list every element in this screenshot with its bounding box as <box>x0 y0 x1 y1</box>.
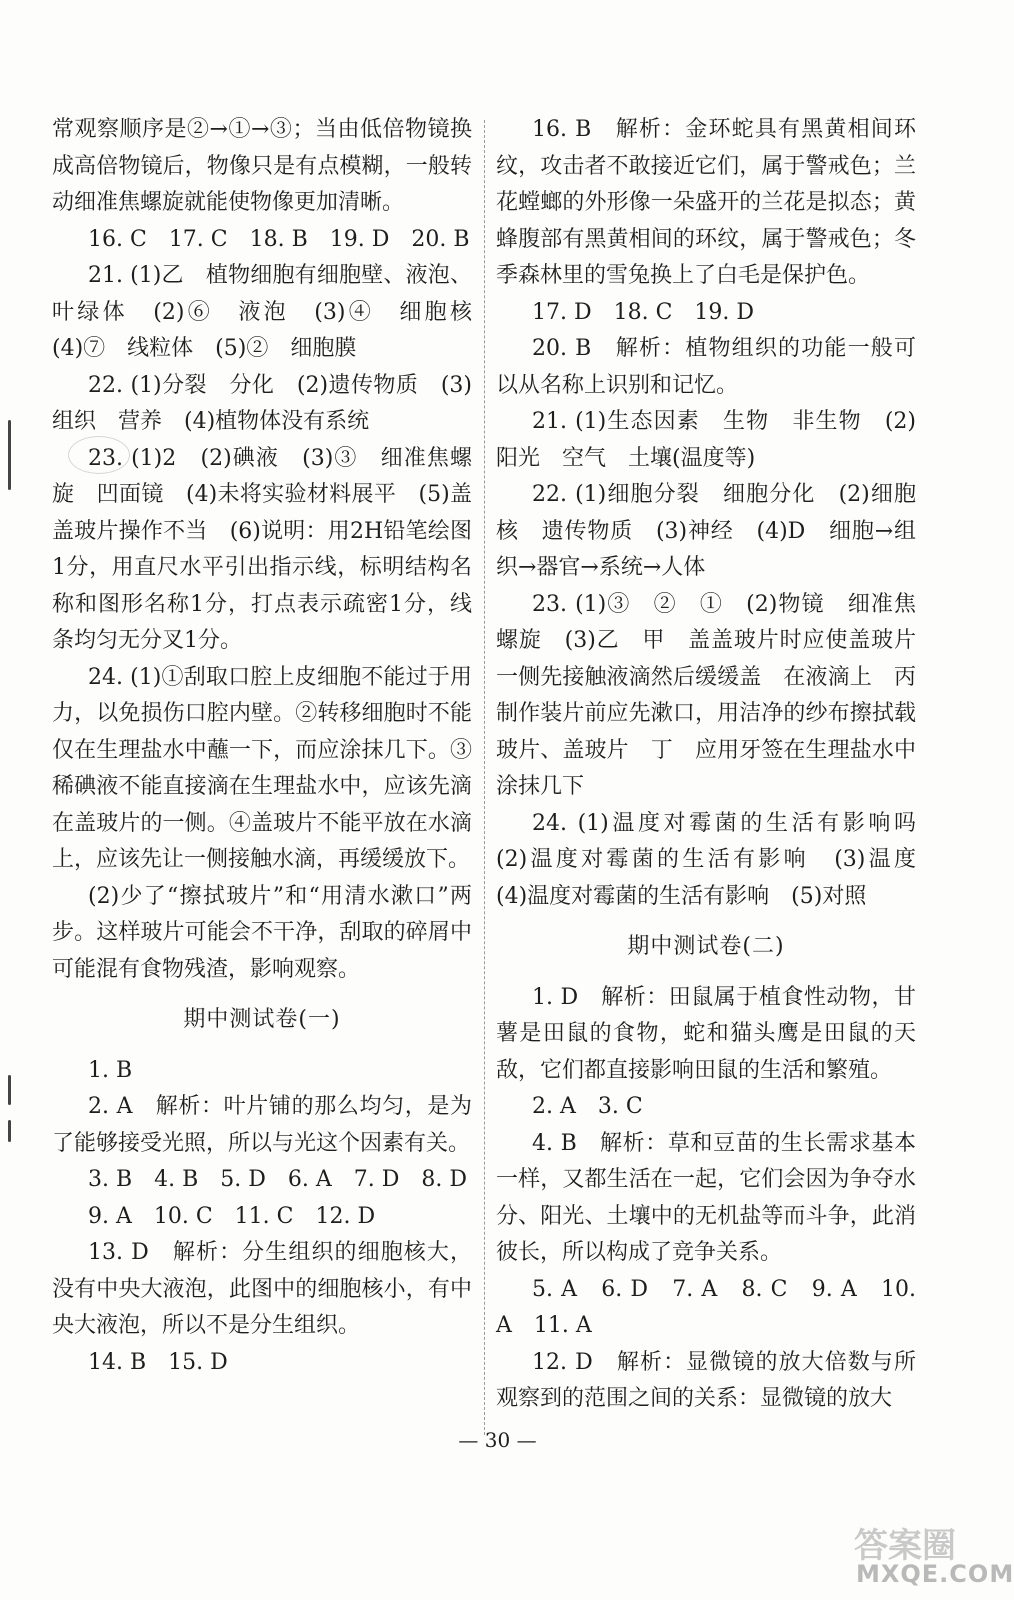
answer-paragraph: 1. D 解析：田鼠属于植食性动物，甘薯是田鼠的食物，蛇和猫头鹰是田鼠的天敌，它们都直接影响田鼠的生活和繁殖。 <box>496 984 916 1083</box>
answer-paragraph: 20. B 解析：植物组织的功能一般可以从名称上识别和记忆。 <box>496 336 916 398</box>
answer-paragraph: 2. A 3. C <box>532 1094 643 1119</box>
answer-paragraph: 4. B 解析：草和豆苗的生长需求基本一样，又都生活在一起，它们会因为争夺水分、阳光、土壤中的无机盐等而斗争，此消彼长，所以构成了竞争关系。 <box>496 1130 916 1265</box>
watermark-logo: 答案圈 <box>854 1526 956 1566</box>
answer-paragraph: 21. (1)生态因素 生物 非生物 (2)阳光 空气 土壤(温度等) <box>496 409 916 471</box>
answer-paragraph: 3. B 4. B 5. D 6. A 7. D 8. D <box>88 1167 468 1192</box>
answer-paragraph: 23. (1)2 (2)碘液 (3)③ 细准焦螺旋 凹面镜 (4)未将实验材料展平 (5)盖盖玻片操作不当 (6)说明：用2H铅笔绘图1分，用直尺水平引出指示线，标明结构名称和图形名称1分，打点表示疏密1分，线条均匀无分叉1分。 <box>52 445 472 653</box>
column-divider <box>484 120 485 1435</box>
answer-paragraph: 17. D 18. C 19. D <box>532 299 755 325</box>
binding-mark <box>8 420 11 490</box>
page-number: — 30 — <box>458 1428 537 1452</box>
answer-paragraph: 24. (1)①刮取口腔上皮细胞不能过于用力，以免损伤口腔内壁。②转移细胞时不能仅在生理盐水中蘸一下，而应涂抹几下。③稀碘液不能直接滴在生理盐水中，应该先滴在盖玻片的一侧。④盖玻片不能平放在水滴上，应该先让一侧接触水滴，再缓缓放下。 <box>52 664 472 872</box>
answer-paragraph: 13. D 解析：分生组织的细胞核大，没有中央大液泡，此图中的细胞核小，有中央大液泡，所以不是分生组织。 <box>52 1240 472 1338</box>
section-title: 期中测试卷(一) <box>183 1007 341 1032</box>
answer-paragraph: 常观察顺序是②→①→③；当由低倍物镜换成高倍物镜后，物像只是有点模糊，一般转动细准焦螺旋就能使物像更加清晰。 <box>52 117 472 215</box>
watermark <box>848 1518 1014 1590</box>
answer-paragraph: 2. A 解析：叶片铺的那么均匀，是为了能够接受光照，所以与光这个因素有关。 <box>52 1094 472 1156</box>
left-column <box>52 112 495 1381</box>
answer-paragraph: 14. B 15. D <box>88 1349 228 1375</box>
answer-paragraph: (2)少了“擦拭玻片”和“用清水漱口”两步。这样玻片可能会不干净，刮取的碎屑中可能混有食物残渣，影响观察。 <box>52 883 472 982</box>
answer-paragraph: 16. B 解析：金环蛇具有黑黄相间环纹，攻击者不敢接近它们，属于警戒色；兰花螳螂的外形像一朵盛开的兰花是拟态；黄蜂腹部有黑黄相间的环纹，属于警戒色；冬季森林里的雪兔换上了白毛是保护色。 <box>496 117 916 288</box>
answer-paragraph: 12. D 解析：显微镜的放大倍数与所观察到的范围之间的关系：显微镜的放大 <box>496 1349 916 1411</box>
answer-paragraph: 23. (1)③ ② ① (2)物镜 细准焦螺旋 (3)乙 甲 盖盖玻片时应使盖玻片一侧先接触液滴然后缓缓盖 在液滴上 丙 制作装片前应先漱口，用洁净的纱布擦拭载玻片、盖玻片 丁 应用牙签在生理盐水中涂抹几下 <box>496 591 939 799</box>
answer-paragraph: 9. A 10. C 11. C 12. D <box>88 1203 376 1229</box>
binding-mark <box>8 1120 11 1142</box>
answer-paragraph: 24. (1)温度对霉菌的生活有影响吗 (2)温度对霉菌的生活有影响 (3)温度 (4)温度对霉菌的生活有影响 (5)对照 <box>496 810 939 909</box>
answer-paragraph: 22. (1)分裂 分化 (2)遗传物质 (3)组织 营养 (4)植物体没有系统 <box>52 372 472 434</box>
answer-paragraph: 1. B <box>88 1057 133 1083</box>
watermark-site: MXQE.COM <box>856 1560 1014 1588</box>
binding-mark <box>8 1075 11 1105</box>
right-column <box>496 112 939 1418</box>
section-title: 期中测试卷(二) <box>627 934 785 959</box>
answer-paragraph: 5. A 6. D 7. A 8. C 9. A 10. A 11. A <box>496 1276 916 1338</box>
answer-paragraph: 16. C 17. C 18. B 19. D 20. B <box>88 226 470 252</box>
answer-paragraph: 21. (1)乙 植物细胞有细胞壁、液泡、叶绿体 (2)⑥ 液泡 (3)④ 细胞核 (4)⑦ 线粒体 (5)② 细胞膜 <box>52 263 495 361</box>
answer-paragraph: 22. (1)细胞分裂 细胞分化 (2)细胞核 遗传物质 (3)神经 (4)D 细胞→组织→器官→系统→人体 <box>496 482 916 580</box>
